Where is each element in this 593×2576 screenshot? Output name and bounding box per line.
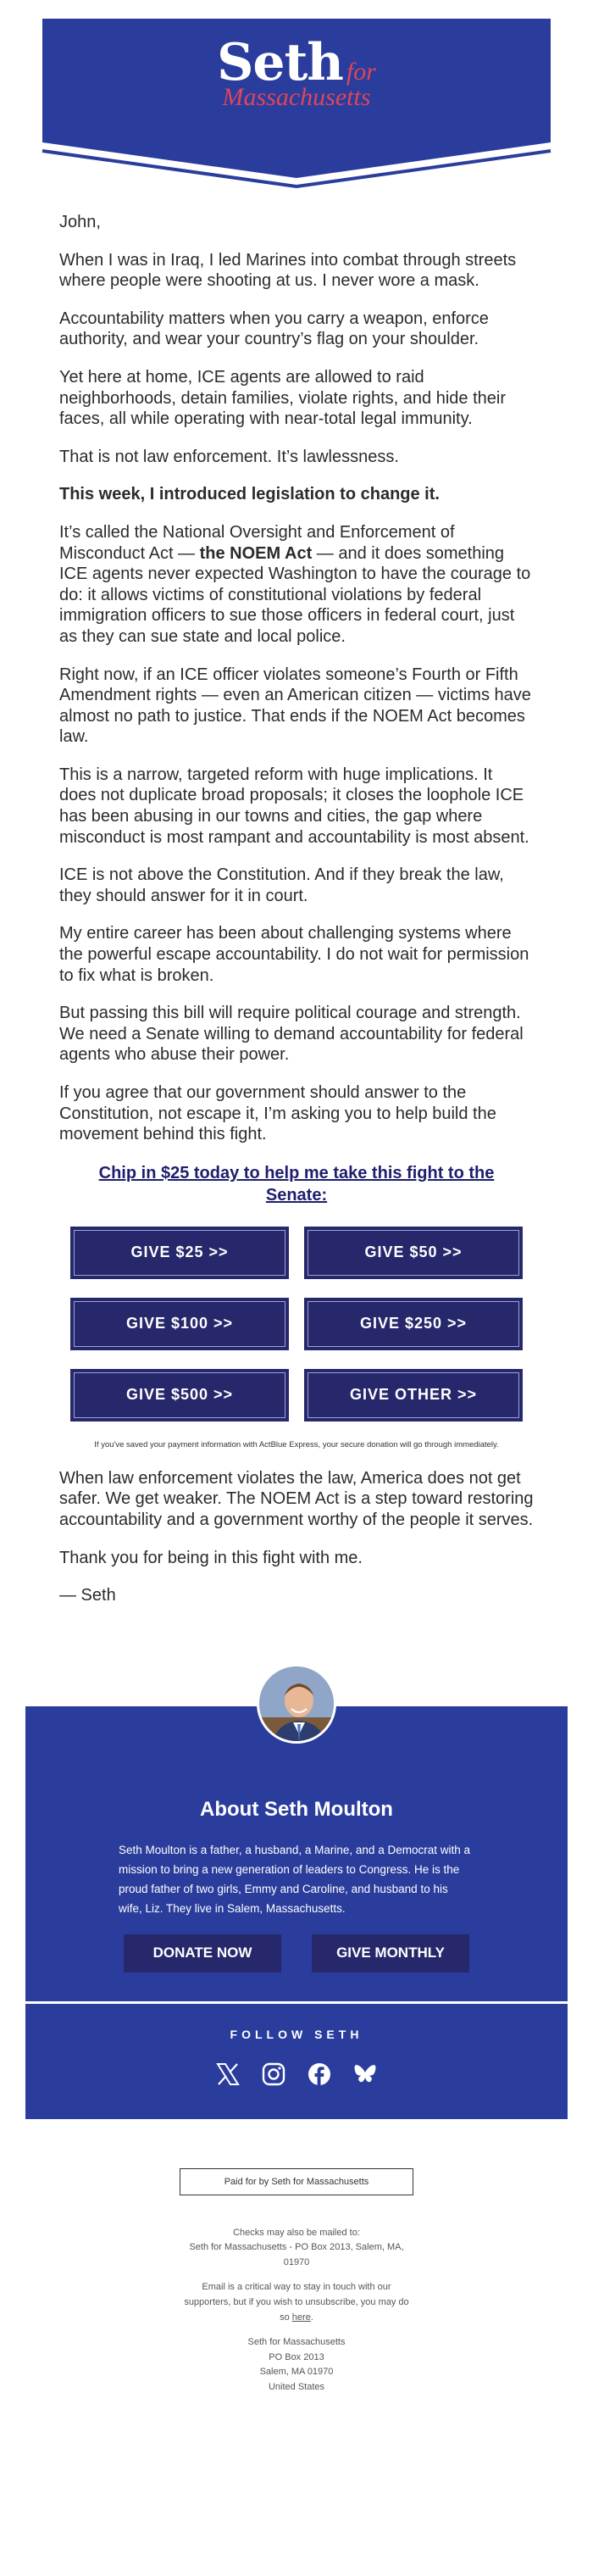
- about-buttons: [25, 1934, 568, 1972]
- give-monthly-button[interactable]: GIVE MONTHLY: [312, 1934, 469, 1972]
- noem-act-name: the NOEM Act: [199, 543, 313, 563]
- checks-line: Checks may also be mailed to:: [233, 2227, 360, 2238]
- social-links: [25, 2060, 568, 2089]
- paragraph: Accountability matters when you carry a weapon, enforce authority, and wear your country’s flag on your shoulder.: [59, 309, 489, 349]
- paragraph: If you agree that our government should answer to the Constitution, not escape it, I’m asking you to help build the movement behind this fight.: [59, 1083, 496, 1144]
- paragraph: When I was in Iraq, I led Marines into combat through streets where people were shooting at us. I never wore a mask.: [59, 250, 517, 291]
- mailing-address-line: Seth for Massachusetts - PO Box 2013, Salem, MA, 01970: [189, 2242, 404, 2267]
- donate-now-button[interactable]: DONATE NOW: [124, 1934, 281, 1972]
- paragraph: But passing this bill will require political courage and strength. We need a Senate willing to demand accountability for federal agents who abuse their power.: [59, 1004, 524, 1065]
- about-section: [25, 1706, 568, 2001]
- instagram-icon[interactable]: [259, 2060, 288, 2089]
- address-city: Salem, MA 01970: [259, 2367, 334, 2378]
- donation-buttons: [59, 1227, 534, 1422]
- noem-paragraph: It’s called the National Oversight and Enforcement of Misconduct Act — the NOEM Act — and it does something ICE agents never expected Washington to have the courage to do: it allows victims of constitutional violations by federal immigration officers to sue those officers in federal court, just as they can sue state and local police.: [59, 522, 531, 646]
- paragraph: Thank you for being in this fight with me.: [59, 1548, 363, 1567]
- give-50-button[interactable]: GIVE $50 >>: [304, 1227, 523, 1279]
- unsubscribe-link[interactable]: here: [291, 2312, 311, 2323]
- footer: [0, 2119, 593, 2463]
- paragraph: That is not law enforcement. It’s lawlessness.: [59, 447, 399, 466]
- paragraph: Right now, if an ICE officer violates someone’s Fourth or Fifth Amendment rights — even an American citizen — victims have almost no path to justice. That ends if the NOEM Act becomes law.: [59, 665, 531, 747]
- paragraph: Yet here at home, ICE agents are allowed to raid neighborhoods, detain families, violate rights, and hide their faces, all while operating with near-total legal immunity.: [59, 367, 506, 429]
- donate-cta-link[interactable]: Chip in $25 today to help me take this fight to the Senate:: [98, 1163, 495, 1205]
- campaign-logo[interactable]: [0, 33, 593, 111]
- header-banner: [0, 0, 593, 193]
- give-25-button[interactable]: GIVE $25 >>: [70, 1227, 289, 1279]
- give-500-button[interactable]: GIVE $500 >>: [70, 1369, 289, 1422]
- follow-title: FOLLOW SETH: [230, 2027, 363, 2041]
- follow-section: [25, 2004, 568, 2119]
- bold-announcement: This week, I introduced legislation to change it.: [59, 485, 440, 504]
- give-250-button[interactable]: GIVE $250 >>: [304, 1298, 523, 1350]
- paragraph: My entire career has been about challenging systems where the powerful escape accountability. I do not wait for permission to fix what is broken.: [59, 924, 529, 985]
- salutation: John,: [59, 213, 101, 231]
- paid-for-disclaimer: Paid for by Seth for Massachusetts: [180, 2168, 413, 2195]
- about-bio: Seth Moulton is a father, a husband, a Marine, and a Democrat with a mission to bring a new generation of leaders to Congress. He is the proud father of two girls, Emmy and Caroline, and husband to his wife, Liz. They live in Salem, Massachusetts.: [119, 1843, 470, 1916]
- signature: — Seth: [59, 1586, 116, 1605]
- unsubscribe-text: Email is a critical way to stay in touch with our supporters, but if you wish to unsubscribe, you may do so here.: [184, 2282, 409, 2323]
- give-other-button[interactable]: GIVE OTHER >>: [304, 1369, 523, 1422]
- facebook-icon[interactable]: [305, 2060, 334, 2089]
- bluesky-icon[interactable]: [351, 2060, 380, 2089]
- avatar: [257, 1664, 336, 1744]
- address-name: Seth for Massachusetts: [247, 2337, 346, 2348]
- address-box: PO Box 2013: [269, 2351, 324, 2362]
- logo-for: for: [346, 58, 376, 86]
- logo-name: Seth: [217, 33, 343, 92]
- actblue-fineprint: If you've saved your payment information with ActBlue Express, your secure donation will go through immediately.: [94, 1439, 499, 1449]
- paragraph: This is a narrow, targeted reform with huge implications. It does not duplicate broad proposals; it closes the loophole ICE has been abusing in our towns and cities, the gap where misconduct is most rampant and accountability is most absent.: [59, 765, 529, 847]
- paragraph: When law enforcement violates the law, America does not get safer. We get weaker. The NOEM Act is a step toward restoring accountability and a government worthy of the people it serves.: [59, 1468, 534, 1529]
- letter-body: [0, 193, 593, 1606]
- about-title: About Seth Moulton: [200, 1797, 393, 1821]
- give-100-button[interactable]: GIVE $100 >>: [70, 1298, 289, 1350]
- address-country: United States: [268, 2381, 325, 2392]
- paragraph: ICE is not above the Constitution. And if they break the law, they should answer for it in court.: [59, 865, 504, 905]
- logo-state: Massachusetts: [222, 83, 371, 111]
- x-icon[interactable]: [213, 2060, 242, 2089]
